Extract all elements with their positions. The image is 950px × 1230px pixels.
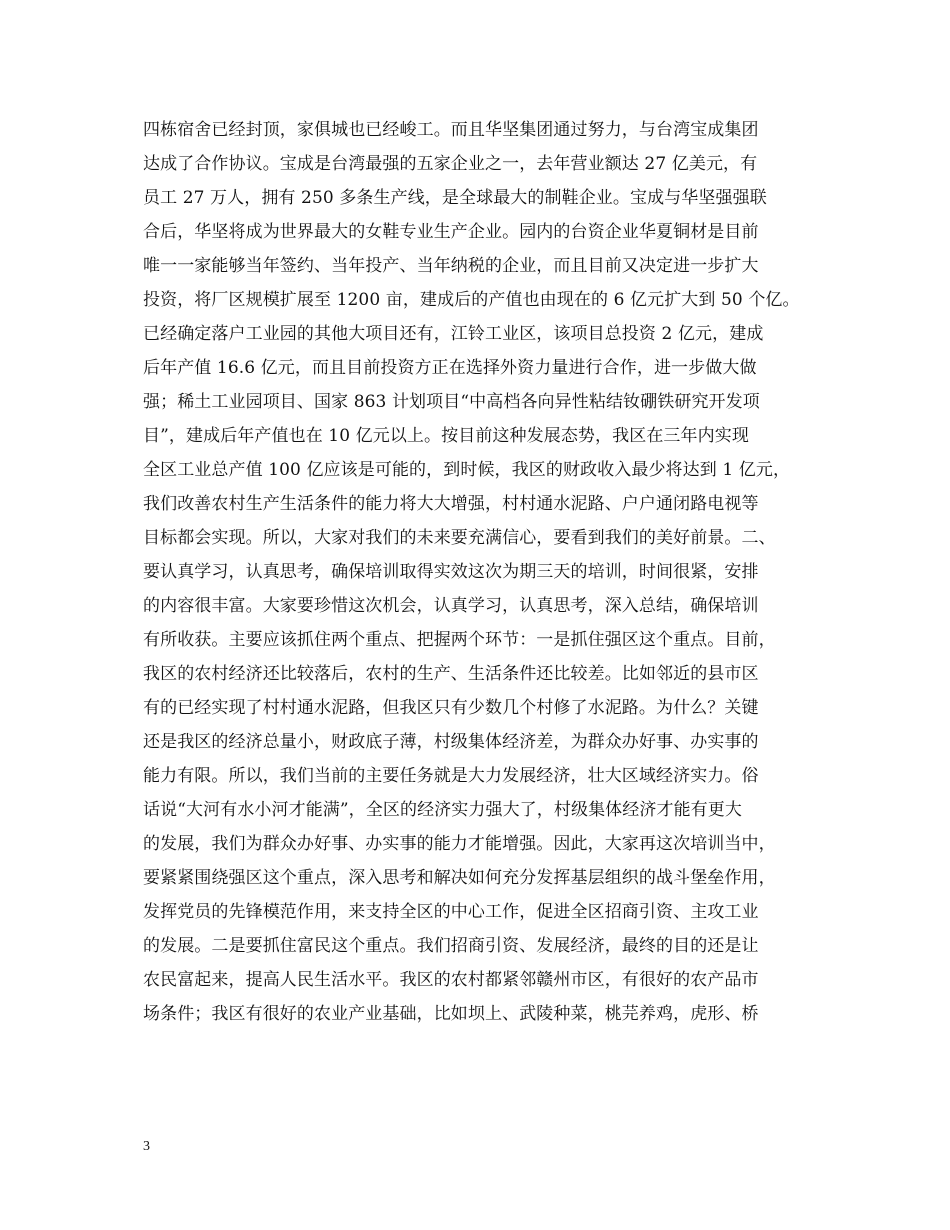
- text-line: 唯一一家能够当年签约、当年投产、当年纳税的企业，而且目前又决定进一步扩大: [143, 256, 759, 276]
- text-line: 有的已经实现了村村通水泥路，但我区只有少数几个村修了水泥路。为什么？关键: [143, 698, 759, 718]
- text-line: 后年产值 16.6 亿元，而且目前投资方正在选择外资力量进行合作，进一步做大做: [143, 358, 757, 378]
- text-line: 要认真学习，认真思考，确保培训取得实效这次为期三天的培训，时间很紧，安排: [143, 562, 759, 582]
- body-text: [143, 113, 833, 1031]
- text-line: 的发展。二是要抓住富民这个重点。我们招商引资、发展经济，最终的目的还是让: [143, 936, 759, 956]
- text-line: 还是我区的经济总量小，财政底子薄，村级集体经济差，为群众办好事、办实事的: [143, 732, 759, 752]
- text-line: 场条件；我区有很好的农业产业基础，比如坝上、武陵种菜，桃芫养鸡，虎形、桥: [143, 1004, 759, 1024]
- text-line: 发挥党员的先锋模范作用，来支持全区的中心工作，促进全区招商引资、主攻工业: [143, 902, 759, 922]
- text-line: 四栋宿舍已经封顶，家俱城也已经峻工。而且华坚集团通过努力，与台湾宝成集团: [143, 120, 759, 140]
- page-number: 3: [143, 1139, 150, 1154]
- text-line: 强；稀土工业园项目、国家 863 计划项目“中高档各向异性粘结钕硼铁研究开发项: [143, 392, 760, 412]
- text-line: 我区的农村经济还比较落后，农村的生产、生活条件还比较差。比如邻近的县市区: [143, 664, 759, 684]
- text-line: 能力有限。所以，我们当前的主要任务就是大力发展经济，壮大区域经济实力。俗: [143, 766, 759, 786]
- text-line: 目”，建成后年产值也在 10 亿元以上。按目前这种发展态势，我区在三年内实现: [143, 426, 749, 446]
- text-line: 的内容很丰富。大家要珍惜这次机会，认真学习，认真思考，深入总结，确保培训: [143, 596, 759, 616]
- text-line: 有所收获。主要应该抓住两个重点、把握两个环节：一是抓住强区这个重点。目前，: [143, 630, 776, 650]
- text-line: 员工 27 万人，拥有 250 多条生产线，是全球最大的制鞋企业。宝成与华坚强强联: [143, 188, 767, 208]
- text-line: 合后，华坚将成为世界最大的女鞋专业生产企业。园内的台资企业华夏铜材是目前: [143, 222, 759, 242]
- text-line: 目标都会实现。所以，大家对我们的未来要充满信心，要看到我们的美好前景。二、: [143, 528, 776, 548]
- text-line: 我们改善农村生产生活条件的能力将大大增强，村村通水泥路、户户通闭路电视等: [143, 494, 759, 514]
- text-line: 投资，将厂区规模扩展至 1200 亩，建成后的产值也由现在的 6 亿元扩大到 50 个亿。: [143, 290, 800, 310]
- text-line: 话说“大河有水小河才能满”，全区的经济实力强大了，村级集体经济才能有更大: [143, 800, 742, 820]
- text-line: 农民富起来，提高人民生活水平。我区的农村都紧邻赣州市区，有很好的农产品市: [143, 970, 759, 990]
- text-line: 已经确定落户工业园的其他大项目还有，江铃工业区，该项目总投资 2 亿元，建成: [143, 324, 764, 344]
- text-line: 要紧紧围绕强区这个重点，深入思考和解决如何充分发挥基层组织的战斗堡垒作用，: [143, 868, 776, 888]
- text-line: 的发展，我们为群众办好事、办实事的能力才能增强。因此，大家再这次培训当中，: [143, 834, 776, 854]
- text-line: 全区工业总产值 100 亿应该是可能的，到时候，我区的财政收入最少将达到 1 亿元，: [143, 460, 791, 480]
- text-line: 达成了合作协议。宝成是台湾最强的五家企业之一，去年营业额达 27 亿美元，有: [143, 154, 758, 174]
